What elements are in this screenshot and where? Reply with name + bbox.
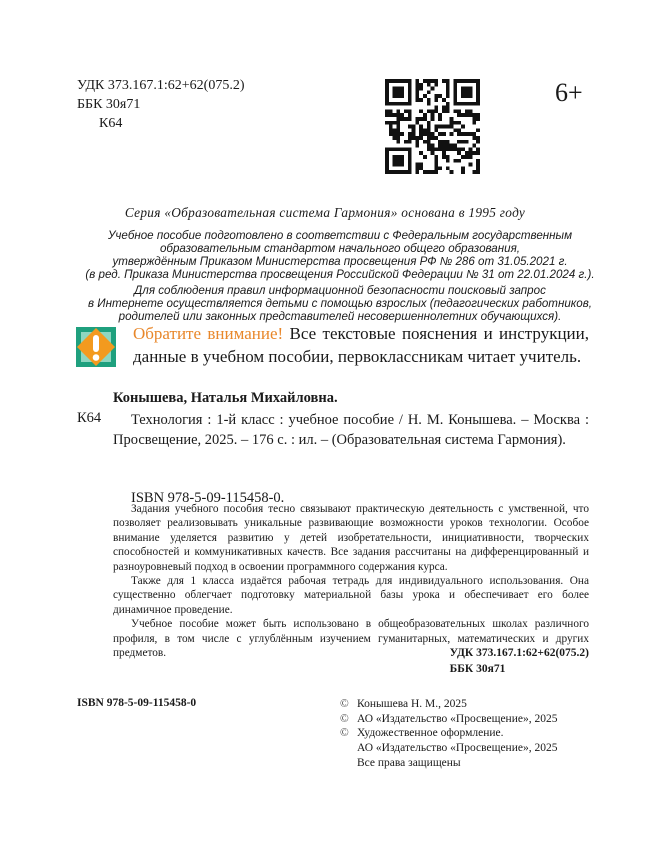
catalog-author: Конышева, Наталья Михайловна. (113, 390, 338, 406)
abstract (113, 502, 589, 660)
safety-line: в Интернете осуществляется детьми с помощью взрослых (педагогических работников, (88, 297, 592, 310)
qr-code-icon (385, 79, 480, 174)
abstract-paragraph: Также для 1 класса издаётся рабочая тетрадь для индивидуального использования. Она существенно облегчает подготовку материальной базы урока и обеспечивает его более динамичное проведение. (113, 575, 589, 616)
exclamation-icon (76, 327, 116, 367)
legal-note (60, 229, 620, 281)
copyright-line (340, 756, 557, 771)
attention-highlight: Обратите внимание! (133, 324, 284, 343)
copyright-spacer (340, 741, 352, 756)
safety-note (60, 284, 620, 323)
copyright-text: Все права защищены (357, 756, 461, 769)
copyright-block (340, 697, 557, 771)
header-codes (77, 76, 245, 133)
isbn-bottom: ISBN 978-5-09-115458-0 (77, 697, 197, 709)
udk-code: УДК 373.167.1:62+62(075.2) (77, 78, 245, 93)
age-rating: 6+ (555, 78, 583, 107)
safety-line: родителей или законных представителей несовершеннолетних обучающихся). (118, 310, 562, 323)
catalog-description-text: Технология : 1-й класс : учебное пособие / Н. М. Конышева. – Москва : Просвещение, 2025. – 176 с. : ил. – (Образовательная система Гармония). (113, 412, 589, 448)
bbk-code-bottom: ББК 30я71 (449, 663, 506, 675)
copyright-line (340, 697, 557, 712)
copyright-line (340, 712, 557, 727)
legal-line: (в ред. Приказа Министерства просвещения Российской Федерации № 31 от 22.01.2024 г.). (85, 268, 595, 281)
catalog-isbn: ISBN 978-5-09-115458-0. (131, 490, 285, 506)
legal-line: утверждённым Приказом Министерства просвещения РФ № 286 от 31.05.2021 г. (112, 255, 568, 268)
copyright-line (340, 726, 557, 741)
legal-line: образовательным стандартом начального общего образования, (159, 242, 521, 255)
catalog-description (113, 410, 589, 450)
safety-line: Для соблюдения правил информационной безопасности поисковый запрос (134, 284, 546, 297)
abstract-paragraph: Задания учебного пособия тесно связывают практическую деятельность с умственной, что позволяет реализовывать уникальные развивающие возможности уроков технологии. Особое внимание уделяется развитию у детей изобретательности, инициативности, творческих способностей и коммуникативных качеств. Все задания рассчитаны на дифференцированный и разноуровневый подход в освоении программного содержания курса. (113, 503, 589, 573)
attention-note (133, 323, 589, 368)
copyright-line (340, 741, 557, 756)
series-note: Серия «Образовательная система Гармония» основана в 1995 году (124, 205, 526, 220)
udk-code-bottom: УДК 373.167.1:62+62(075.2) (449, 647, 589, 659)
bbk-code: ББК 30я71 (77, 97, 141, 112)
legal-line: Учебное пособие подготовлено в соответствии с Федеральным государственным (107, 229, 573, 242)
copyright-text: АО «Издательство «Просвещение», 2025 (357, 712, 558, 725)
copyright-text: АО «Издательство «Просвещение», 2025 (357, 742, 558, 755)
author-mark: К64 (99, 116, 123, 131)
copyright-icon: © (340, 698, 349, 710)
copyright-text: Художественное оформление. (357, 727, 504, 740)
copyright-spacer (340, 756, 352, 771)
copyright-icon: © (340, 712, 349, 725)
classification (450, 645, 589, 677)
catalog-mark: К64 (77, 410, 102, 426)
copyright-text: Конышева Н. М., 2025 (357, 698, 467, 710)
copyright-icon: © (340, 727, 349, 740)
abstract-paragraph: Учебное пособие может быть использовано в общеобразовательных школах различного профиля, в том числе с углублённым изучением гуманитарных, математических и других предметов. (113, 618, 589, 660)
attention-text: Все текстовые пояснения и инструкции, данные в учебном пособии, первоклассникам читает учитель. (133, 324, 589, 366)
